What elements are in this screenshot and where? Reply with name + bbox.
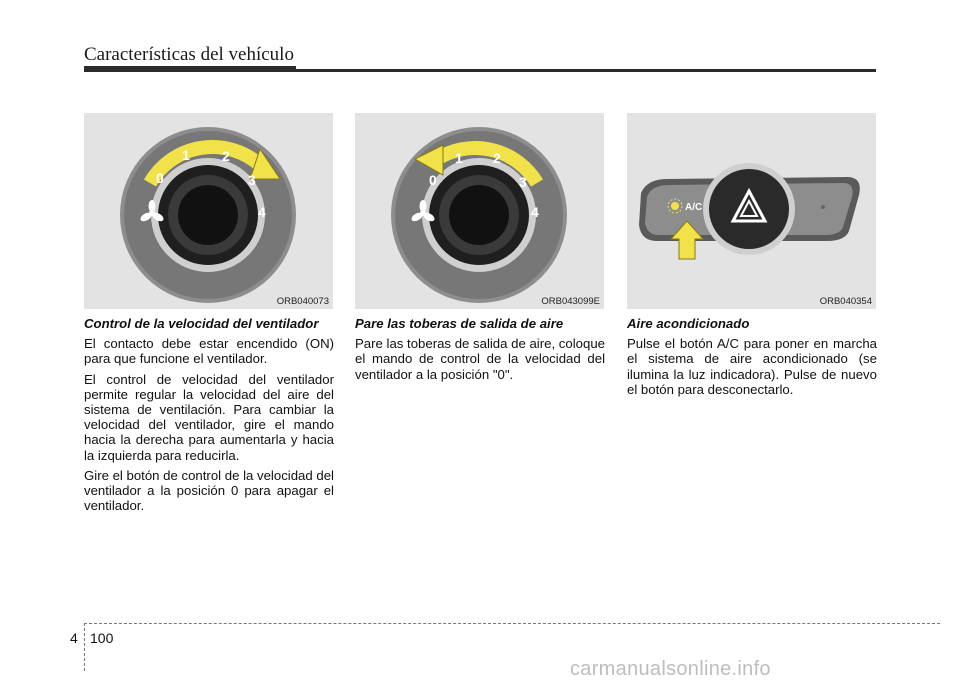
paragraph: Gire el botón de control de la velocidad del ventilador a la posición 0 para apagar el ventilador. — [84, 467, 334, 514]
figure-code: ORB040073 — [276, 296, 329, 307]
figure-fan-dial-off — [355, 113, 604, 309]
dial-label-1: 1 — [455, 150, 463, 166]
dial-label-0: 0 — [429, 172, 437, 188]
dial-label-0: 0 — [156, 170, 164, 186]
paragraph: Pare las toberas de salida de aire, coloque el mando de control de la velocidad del ventilador a la posición "0". — [355, 336, 605, 382]
fan-dial-off-illustration — [355, 113, 604, 309]
footer-divider — [84, 623, 85, 671]
column-stop-vents — [355, 316, 605, 387]
dial-label-3: 3 — [248, 172, 256, 188]
column-fan-speed — [84, 316, 334, 518]
ac-button-label: A/C — [685, 202, 703, 213]
page-header-title: Características del vehículo — [84, 44, 294, 65]
dial-label-4: 4 — [531, 204, 539, 220]
dial-label-4: 4 — [258, 204, 266, 220]
page-number: 100 — [90, 630, 114, 646]
section-heading: Control de la velocidad del ventilador — [84, 316, 319, 331]
chapter-number: 4 — [70, 630, 78, 646]
column-air-conditioning — [627, 316, 877, 402]
fan-dial-illustration — [84, 113, 333, 309]
dial-label-1: 1 — [182, 147, 190, 163]
ac-panel-illustration — [627, 113, 876, 309]
dial-label-2: 2 — [222, 148, 230, 164]
header-rule — [84, 69, 876, 72]
paragraph: Pulse el botón A/C para poner en marcha el sistema de aire acondicionado (se ilumina la luz indicadora). Pulse de nuevo el botón para desconectarlo. — [627, 336, 877, 397]
section-heading: Pare las toberas de salida de aire — [355, 316, 564, 331]
figure-ac-button — [627, 113, 876, 309]
figure-code: ORB043099E — [541, 296, 600, 307]
dial-label-3: 3 — [519, 174, 527, 190]
paragraph: El control de velocidad del ventilador permite regular la velocidad del aire del sistema de ventilación. Para cambiar la velocidad del ventilador, gire el mando hacia la derecha para aumentarla y hacia la izquierda para reducirla. — [84, 371, 334, 463]
figure-fan-speed-dial — [84, 113, 333, 309]
paragraph: El contacto debe estar encendido (ON) para que funcione el ventilador. — [84, 336, 334, 367]
watermark: carmanualsonline.info — [570, 658, 771, 680]
figure-code: ORB040354 — [819, 296, 872, 307]
section-heading: Aire acondicionado — [627, 316, 750, 331]
dial-label-2: 2 — [493, 150, 501, 166]
footer-rule — [84, 623, 940, 624]
